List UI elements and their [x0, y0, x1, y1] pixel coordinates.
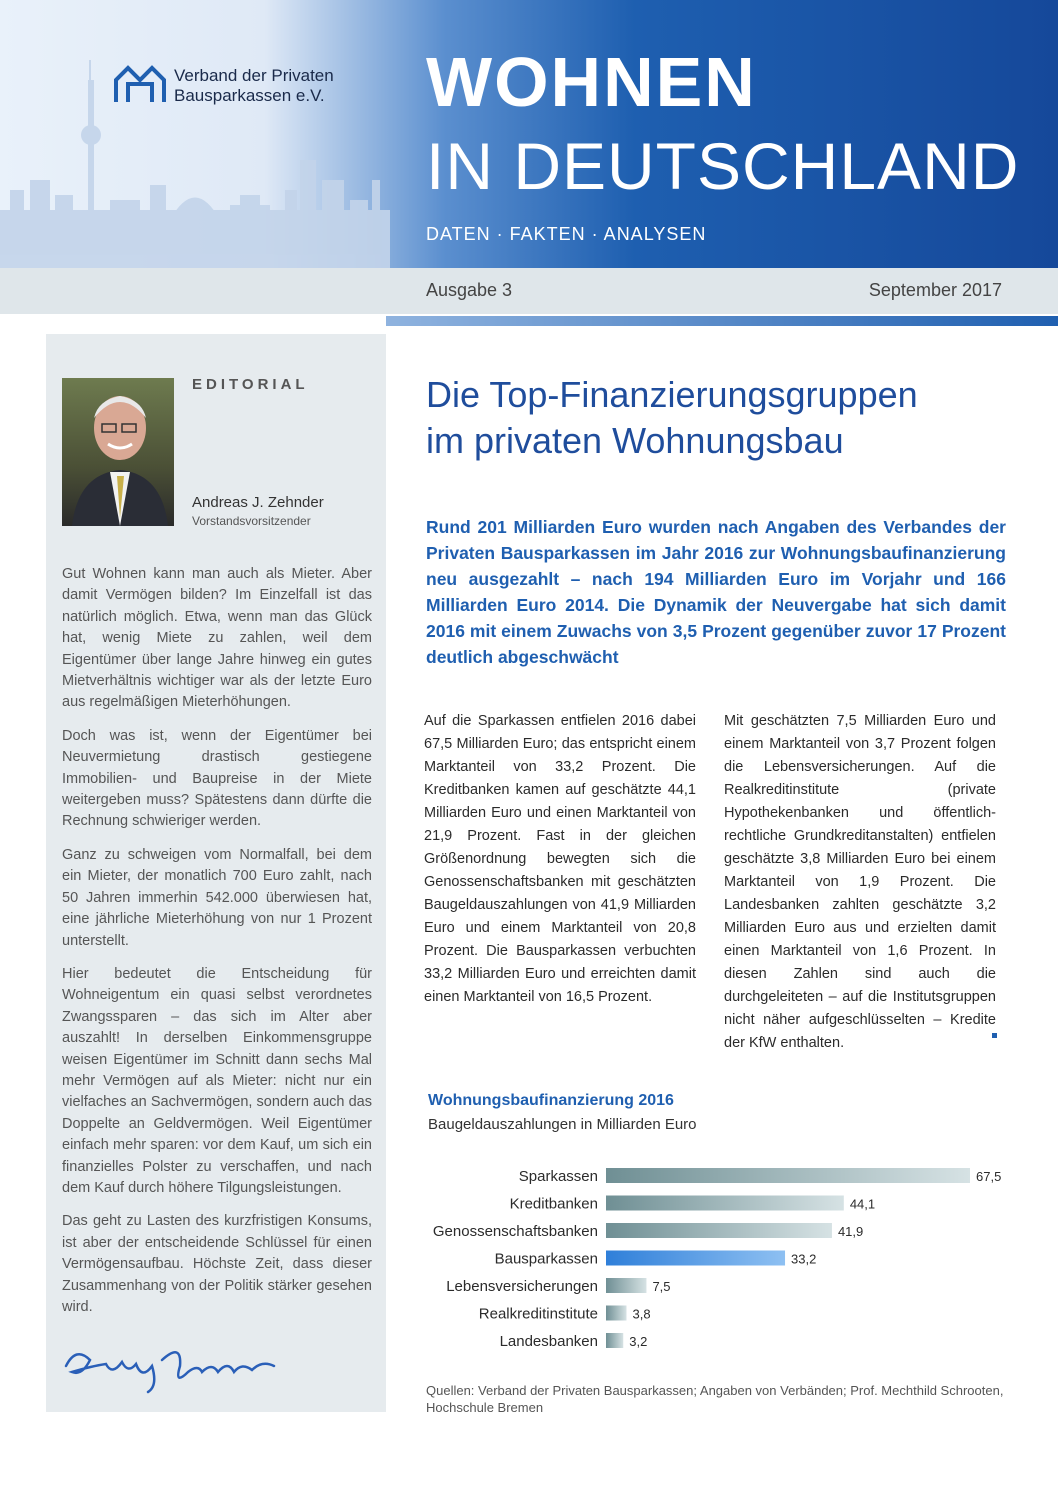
bar-genossenschaftsbanken [606, 1223, 832, 1238]
portrait-illustration [62, 378, 174, 526]
bar-kreditbanken [606, 1196, 844, 1211]
bar-value-label: 41,9 [837, 1224, 864, 1239]
bar-sparkassen [606, 1168, 970, 1183]
organization-name-line2: Bausparkassen e.V. [174, 86, 325, 105]
bar-lebensversicherungen [606, 1278, 646, 1293]
article-column-1: Auf die Sparkassen entfielen 2016 dabei 67,5 Milliarden Euro; das entspricht einem Marktanteil von 33,2 Prozent. Die Kreditbanken kamen auf geschätzte 44,1 Milliarden Euro und einen Marktanteil von 21,9 Prozent. Fast in der gleichen Größenordnung bewegten sich die Genossenschaftsbanken mit geschätzten Baugeldauszahlungen von 41,9 Milliarden Euro und einem Marktanteil von 20,8 Prozent. Die Bausparkassen verbuchten 33,2 Milliarden Euro und erreichten damit einen Marktanteil von 16,5 Prozent. [424, 713, 696, 1005]
handwritten-signature [62, 1336, 282, 1396]
article-column-2: Mit geschätzten 7,5 Milliarden Euro und einem Marktanteil von 3,7 Prozent folgen die Lebensversicherungen. Auf die Realkreditinstitute (private Hypothekenbanken und öffentlich-rechtliche Grundkreditanstalten) entfielen geschätzte 3,8 Milliarden Euro bei einem Marktanteil von 1,9 Prozent. Die Landesbanken zahlten geschätzte 3,2 Milliarden Euro aus und erzielten damit einen Marktanteil von 1,6 Prozent. In diesen Zahlen sind auch die durchgeleiteten – auf die Institutsgruppen nicht näher aufgeschlüsselten – Kredite der KfW enthalten. [724, 713, 996, 1051]
bar-bausparkassen [606, 1251, 785, 1266]
chart-subtitle: Baugeldauszahlungen in Milliarden Euro [428, 1116, 697, 1133]
bar-value-label: 3,2 [629, 1334, 648, 1349]
issue-bar-accent [386, 316, 1058, 326]
headline-line1: Die Top-Finanzierungsgruppen [426, 374, 918, 415]
bar-value-label: 33,2 [791, 1251, 817, 1267]
bar-landesbanken [606, 1333, 623, 1348]
editorial-paragraph: Das geht zu Lasten des kurzfristigen Konsums, ist aber der entscheidende Schlüssel für einen Vermögensaufbau. Höchste Zeit, dass dieser Zusammenhang von der Politik stärker gesehen wird. [62, 1213, 372, 1315]
editorial-paragraph: Ganz zu schweigen vom Normalfall, bei dem ein Mieter, der monatlich 700 Euro zahlt, nach 50 Jahren immerhin 542.000 überwiesen hat, eine jährliche Mieterhöhung von nur 1 Prozent unterstellt. [62, 846, 372, 949]
bar-category-label: Genossenschaftsbanken [432, 1223, 598, 1240]
masthead-title-line2: IN DEUTSCHLAND [426, 129, 1020, 203]
article-headline [426, 372, 1026, 464]
editorial-paragraph: Doch was ist, wenn der Eigentümer bei Neuvermietung drastisch gestiegene Immobilien- und Baupreise in der Miete weitergeben muss? Spätestens dann dürfte die Rechnung schwieriger werden. [62, 727, 372, 830]
bar-category-label: Landesbanken [499, 1333, 598, 1350]
bar-value-label: 44,1 [849, 1196, 876, 1212]
organization-name-line1: Verband der Privaten [174, 66, 334, 85]
bar-value-label: 67,5 [976, 1169, 1002, 1184]
bar-category-label: Bausparkassen [494, 1250, 598, 1268]
chart-sources: Quellen: Verband der Privaten Bausparkassen; Angaben von Verbänden; Prof. Mechthild Schrooten, Hochschule Bremen [426, 1383, 1004, 1415]
masthead [0, 0, 1058, 268]
bar-value-label: 3,8 [632, 1306, 651, 1322]
editorial-paragraph: Hier bedeutet die Entscheidung für Wohneigentum ein quasi selbst verordnetes Zwangssparen – das sich im Alter aber auszahlt! In derselben Einkommensgruppe weisen Eigentümer im Schnitt dann sechs Mal mehr Vermögen auf als Mieter: nicht nur ein vielfaches an Sachvermögen, sondern auch das Doppelte an Geldvermögen. Weil Eigentümer einfach mehr sparen: vor dem Kauf, um sich ein finanzielles Polster zu verschaffen, und nach dem Kauf durch höhere Tilgungsleistungen. [62, 965, 372, 1196]
editorial-paragraph: Gut Wohnen kann man auch als Mieter. Aber damit Vermögen bilden? Im Einzelfall ist das natürlich möglich. Etwa, wenn man das Glück hat, wenig Miete zu zahlen, weil dem Eigentümer über lange Jahre hinweg ein gutes Mietverhältnis wichtiger war als der letzte Euro aus regelmäßigen Mieterhöhungen. [62, 566, 372, 711]
chart-title: Wohnungsbaufinanzierung 2016 [428, 1092, 674, 1109]
article-end-mark [992, 1033, 997, 1038]
masthead-tagline: DATEN · FAKTEN · ANALYSEN [426, 224, 707, 244]
editorial-label: EDITORIAL [192, 376, 309, 393]
author-role: Vorstandsvorsitzender [192, 514, 311, 528]
bar-value-label: 7,5 [652, 1279, 671, 1294]
bar-category-label: Kreditbanken [509, 1195, 598, 1213]
issue-date: September 2017 [868, 280, 1002, 300]
headline-line2: im privaten Wohnungsbau [426, 420, 844, 461]
bar-category-label: Lebensversicherungen [446, 1278, 598, 1295]
bar-chart [400, 1160, 1020, 1360]
vdpb-house-logo-icon [112, 62, 168, 106]
editorial-text [62, 564, 372, 1330]
bar-category-label: Sparkassen [518, 1168, 598, 1185]
author-portrait [62, 378, 174, 526]
bar-realkreditinstitute [606, 1306, 626, 1321]
masthead-title-line1: WOHNEN [426, 43, 757, 121]
author-name: Andreas J. Zehnder [192, 494, 324, 511]
issue-number: Ausgabe 3 [426, 280, 513, 300]
organization-name [174, 66, 334, 106]
article-lead: Rund 201 Milliarden Euro wurden nach Angaben des Verbandes der Privaten Bausparkassen im Jahr 2016 zur Wohnungsbaufinanzierung neu ausgezahlt – nach 194 Milliarden Euro im Vorjahr und 166 Milliarden Euro 2014. Die Dynamik der Neuvergabe hat sich damit 2016 mit einem Zuwachs von 3,5 Prozent gegenüber zuvor 17 Prozent deutlich abgeschwächt [426, 517, 1006, 667]
bar-category-label: Realkreditinstitute [478, 1305, 598, 1323]
